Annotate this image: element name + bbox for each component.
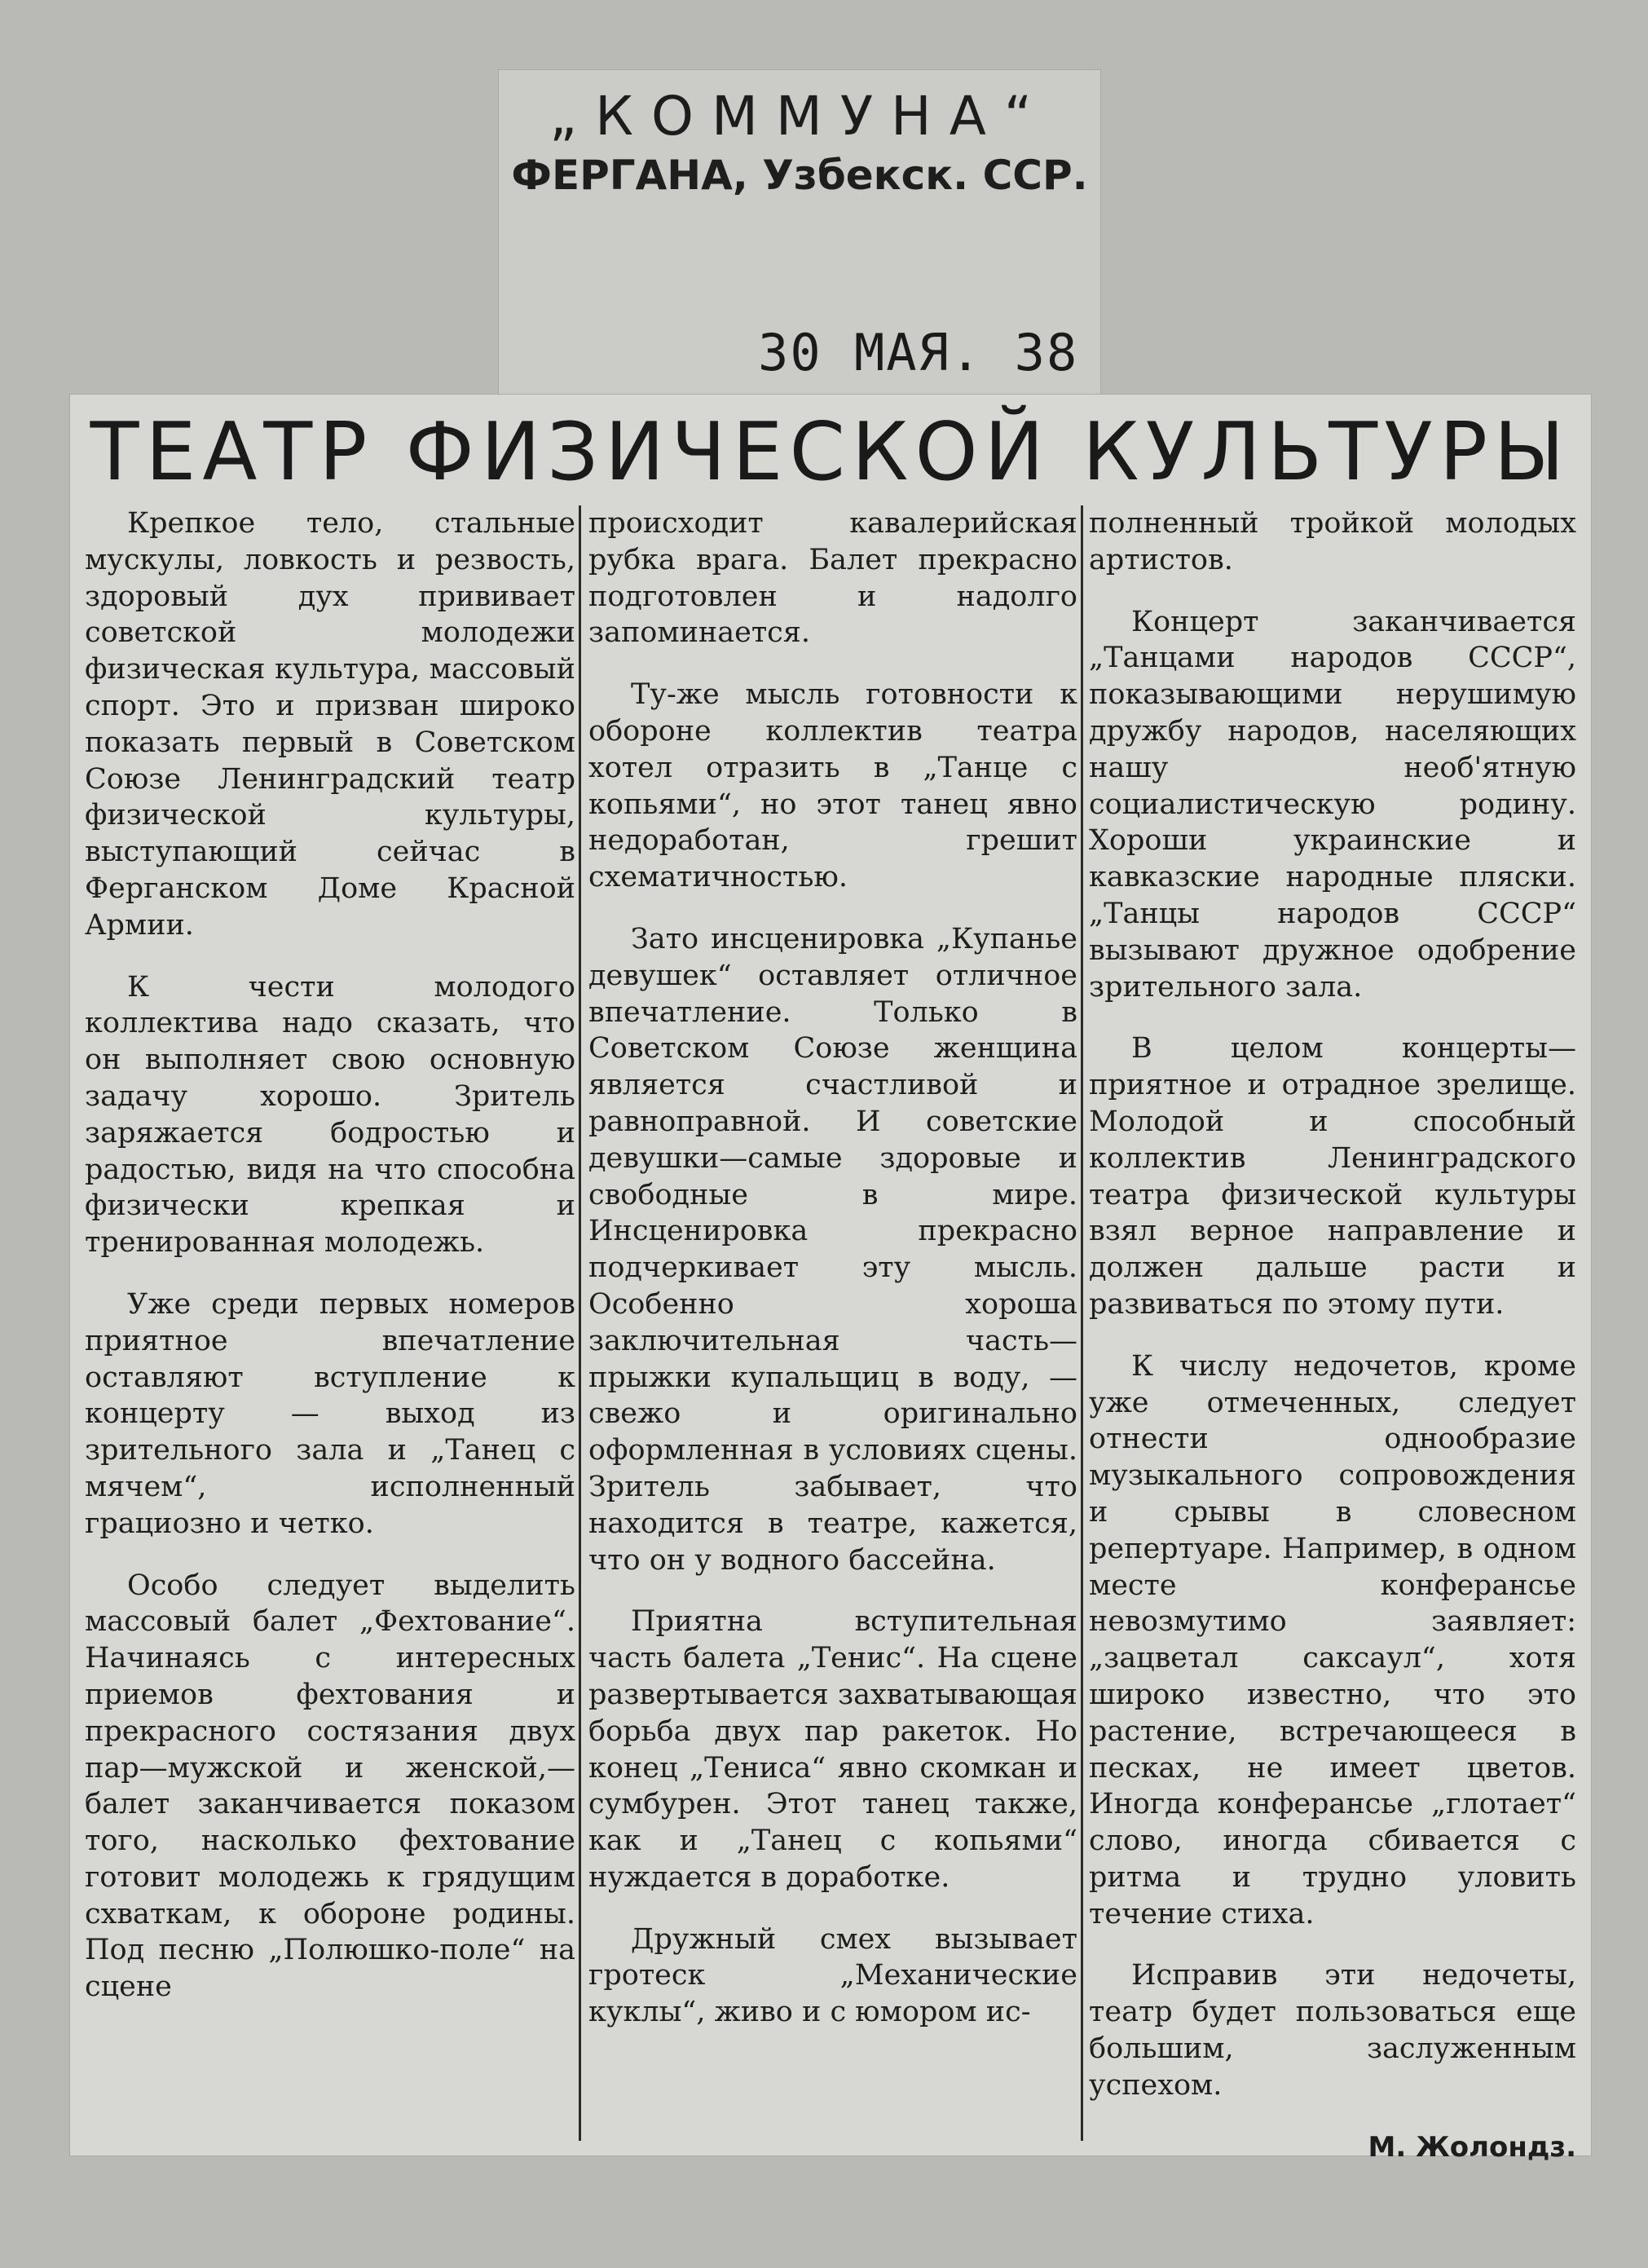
date-stamp: 30 МАЯ. 38 (758, 323, 1079, 382)
paragraph: Особо следует выделить массовый балет „Фехтование“. Начинаясь с интересных приемов фехтования и прекрасного состязания двух пар—мужской и женской,—балет заканчивается показом того, насколько фехтование готовит молодежь к грядущим схваткам, к обороне родины. Под песню „Полюшко-поле“ на сцене (85, 1569, 575, 2004)
article-column-3 (1089, 505, 1576, 2164)
article-clipping (70, 395, 1591, 2164)
paragraph: Концерт заканчивается „Танцами народов СССР“, показывающими нерушимую дружбу народов, населяющих нашу необ'ятную социалистическую родину. Хороши украинские и кавказские народные пляски. „Танцы народов СССР“ вызывают дружное одобрение зрительного зала. (1089, 605, 1576, 1004)
paragraph: Исправив эти недочеты, театр будет пользоваться еще большим, заслуженным успехом. (1089, 1959, 1576, 2102)
paragraph: Приятна вступительная часть балета „Тенис“. На сцене развертывается захватывающая борьба двух пар ракеток. Но конец „Тениса“ явно скомкан и сумбурен. Этот танец также, как и „Танец с копьями“ нуждается в доработке. (588, 1605, 1077, 1894)
article-headline: ТЕАТР ФИЗИЧЕСКОЙ КУЛЬТУРЫ (90, 406, 1571, 499)
paragraph: Уже среди первых номеров приятное впечатление оставляют вступление к концерту — выход из зрительного зала и „Танец с мячем“, исполненный грациозно и четко. (85, 1287, 575, 1540)
paragraph: В целом концерты—приятное и отрадное зрелище. Молодой и способный коллектив Ленинградского театра физической культуры взял верное направление и должен дальше расти и развиваться по этому пути. (1089, 1032, 1576, 1321)
column-divider (579, 505, 581, 2141)
author-signature: М. Жолондз. (1368, 2130, 1576, 2164)
paragraph: К чести молодого коллектива надо сказать, что он выполняет свою основную задачу хорошо. Зритель заряжается бодростью и радостью, видя на что способна физически крепкая и тренированная молодежь. (85, 970, 575, 1260)
paragraph: Зато инсценировка „Купанье девушек“ оставляет отличное впечатление. Только в Советском Союзе женщина является счастливой и равноправной. И советские девушки—самые здоровые и свободные в мире. Инсценировка прекрасно подчеркивает эту мысль. Особенно хороша заключительная часть—прыжки купальщиц в воду, — свежо и оригинально оформленная в условиях сцены. Зритель забывает, что находится в театре, кажется, что он у водного бассейна. (588, 922, 1077, 1577)
article-column-1 (85, 505, 575, 2136)
newspaper-location: ФЕРГАНА, Узбекск. ССР. (511, 152, 1088, 199)
paragraph: Ту-же мысль готовности к обороне коллектив театра хотел отразить в „Танце с копьями“, но этот танец явно недоработан, грешит схематичностью. (588, 678, 1077, 894)
paragraph: К числу недочетов, кроме уже отмеченных, следует отнести однообразие музыкального сопровождения и срывы в словесном репертуаре. Например, в одном месте конферансье невозмутимо заявляет: „зацветал саксаул“, хотя широко известно, что это растение, встречающееся в песках, не имеет цветов. Иногда конферансье „глотает“ слово, иногда сбивается с ритма и трудно уловить течение стиха. (1089, 1349, 1576, 1930)
paragraph: Дружный смех вызывает гротеск „Механические куклы“, живо и с юмором ис- (588, 1922, 1077, 2029)
newspaper-name: „КОММУНА“ (549, 85, 1051, 148)
paragraph: Крепкое тело, стальные мускулы, ловкость и резвость, здоровый дух прививает советской молодежи физическая культура, массовый спорт. Это и призван широко показать первый в Советском Союзе Ленинградский театр физической культуры, выступающий сейчас в Ферганском Доме Красной Армии. (85, 507, 575, 942)
column-divider (1081, 505, 1083, 2141)
paragraph: полненный тройкой молодых артистов. (1089, 507, 1576, 576)
newspaper-header (499, 70, 1100, 396)
article-column-2 (588, 505, 1077, 2136)
paragraph: происходит кавалерийская рубка врага. Балет прекрасно подготовлен и надолго запоминается. (588, 507, 1077, 650)
